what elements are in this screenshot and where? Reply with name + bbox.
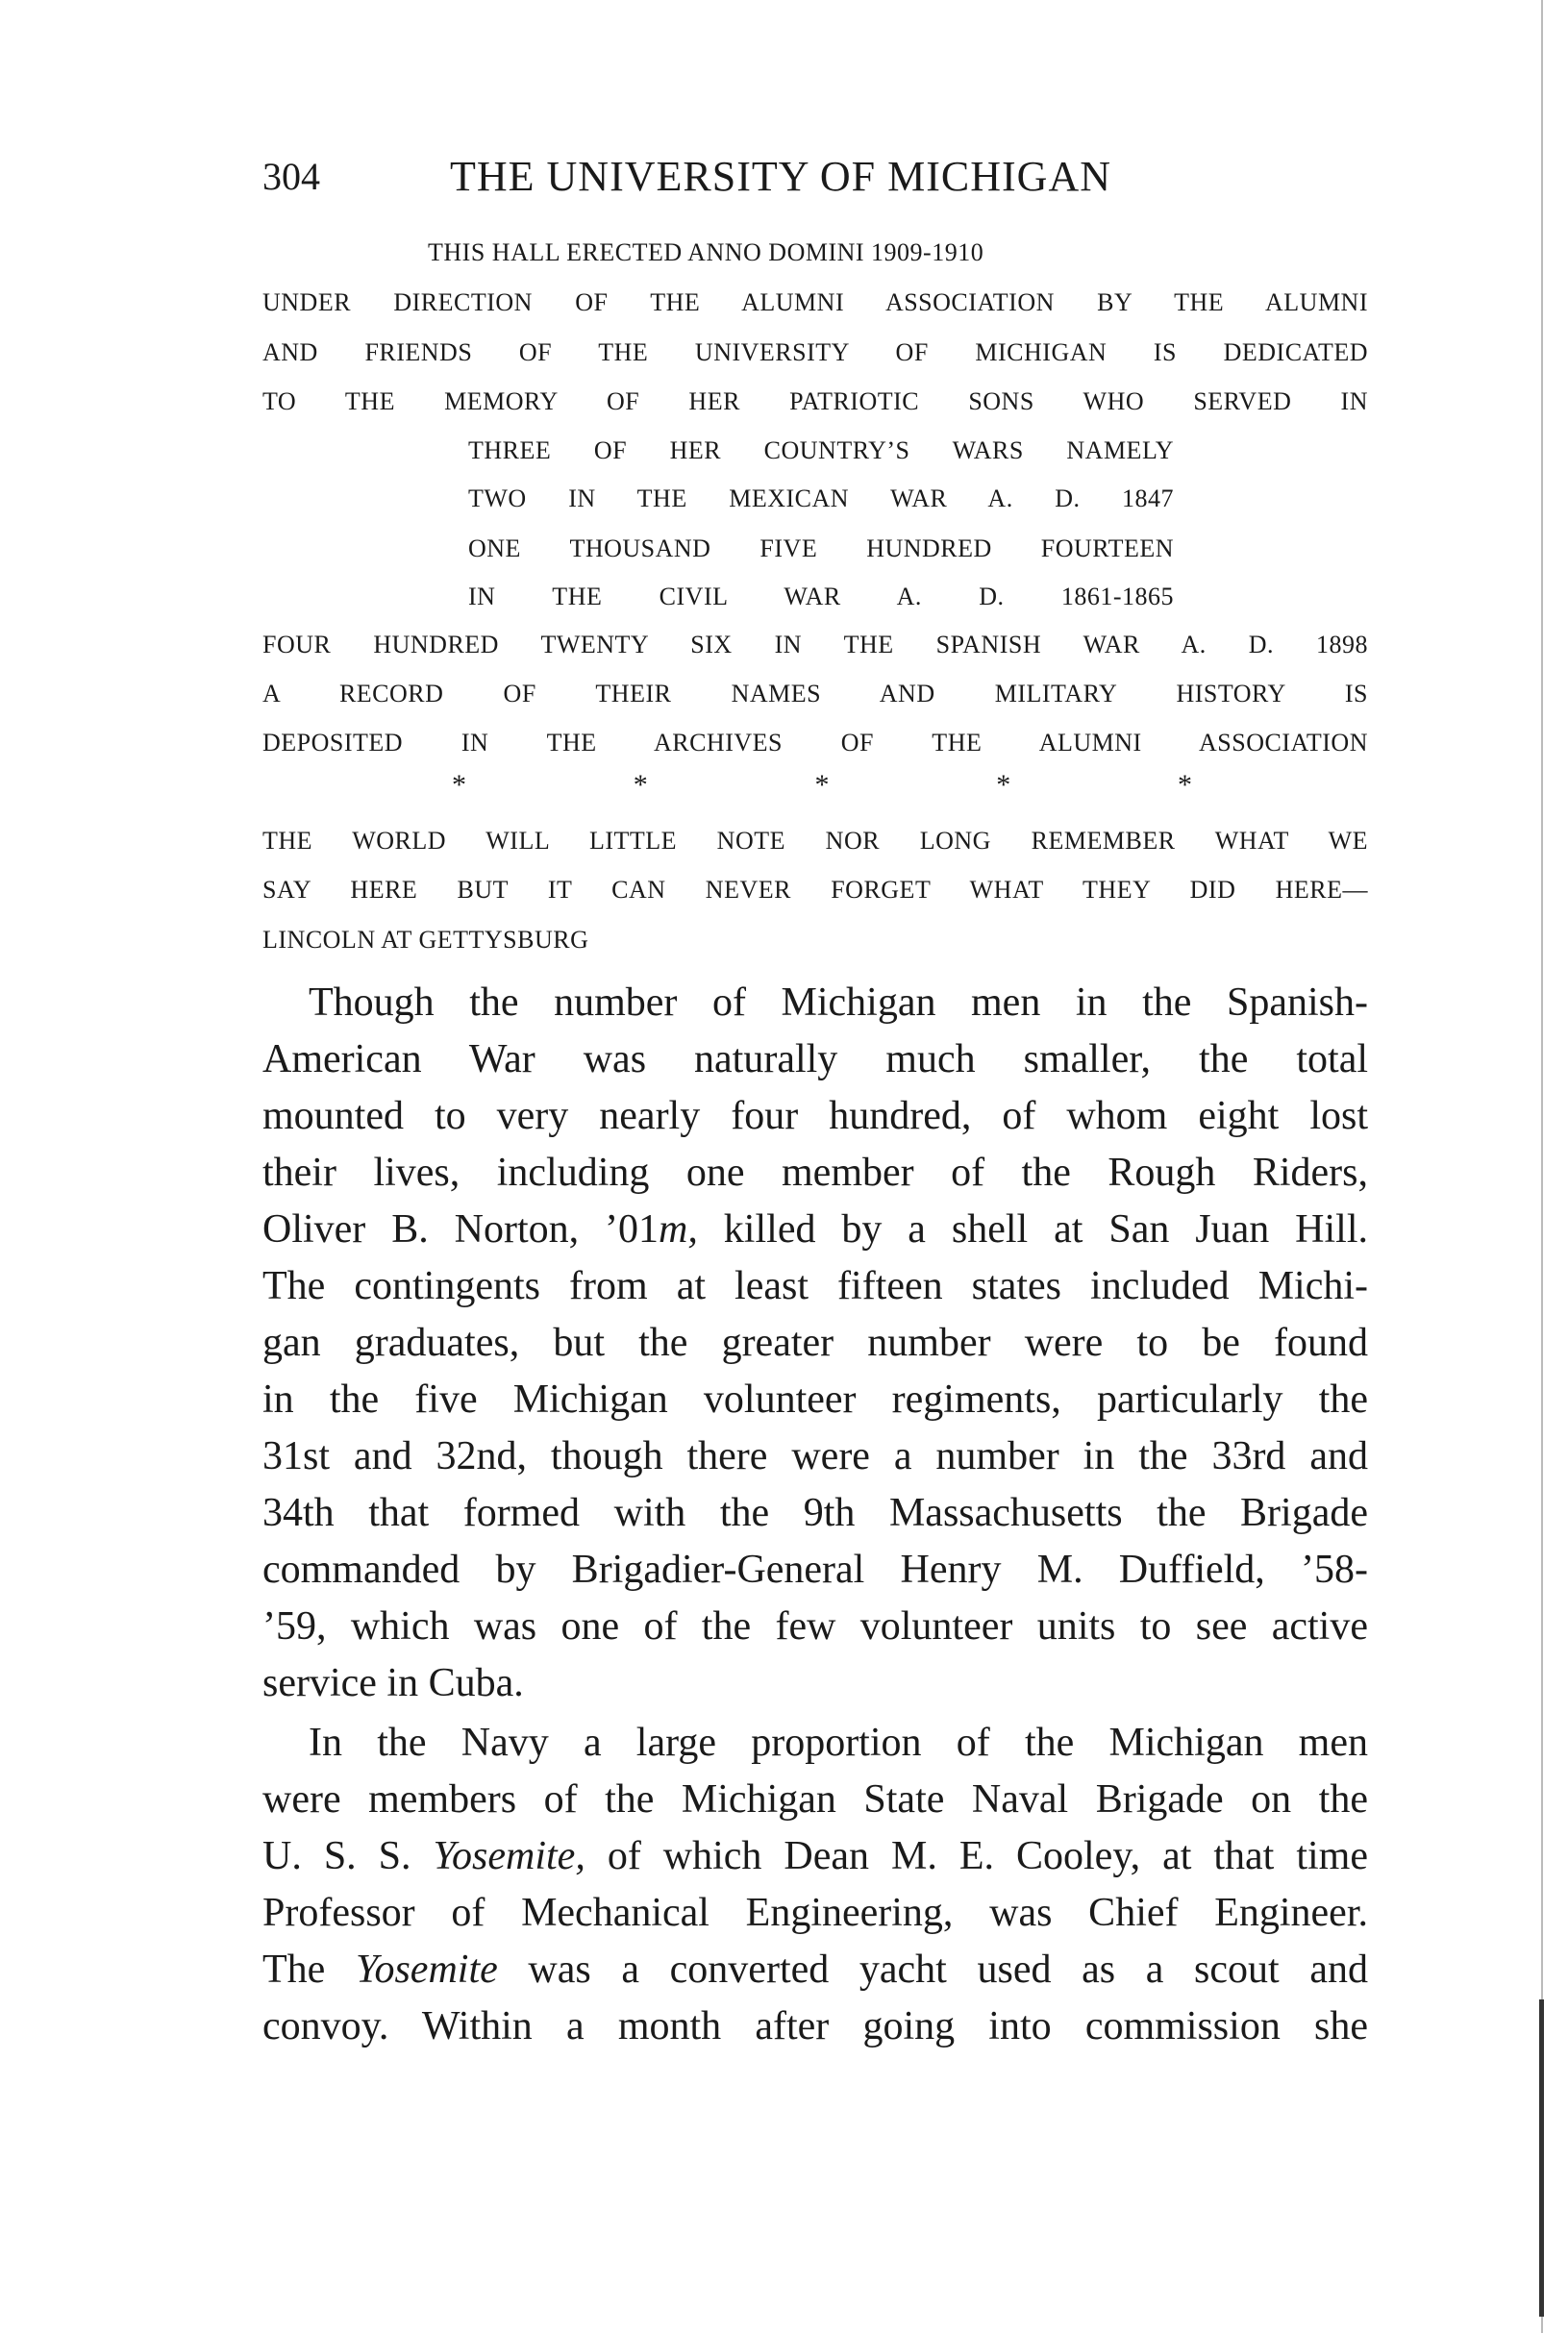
text: of which Dean M. E. Cooley, at that time <box>585 1834 1368 1878</box>
body-line <box>262 1205 1368 1253</box>
italic-text: Yosemite <box>355 1948 498 1992</box>
text: was a converted yacht used as a scout and <box>497 1948 1369 1992</box>
asterism <box>452 769 1192 802</box>
inscription-line: IN THE CIVIL WAR A. D. 1861-1865 <box>468 583 1174 610</box>
page-number: 304 <box>262 155 320 198</box>
inscription-line: FOUR HUNDRED TWENTY SIX IN THE SPANISH WAR A. D. 1898 <box>262 631 1368 658</box>
inscription-line: THREE OF HER COUNTRY’S WARS NAMELY <box>468 436 1174 464</box>
body-line: were members of the Michigan State Naval Brigade on the <box>262 1777 1368 1822</box>
inscription-line: UNDER DIRECTION OF THE ALUMNI ASSOCIATION BY THE ALUMNI <box>262 288 1368 316</box>
body-line <box>262 1946 1368 1994</box>
running-head: THE UNIVERSITY OF MICHIGAN <box>450 153 1111 200</box>
body-line: The contingents from at least fifteen states included Michi- <box>262 1264 1368 1308</box>
italic-text: Yosemite, <box>433 1834 585 1878</box>
body-line: commanded by Brigadier-General Henry M. Duffield, ’58- <box>262 1548 1368 1592</box>
italic-text: m, <box>659 1207 698 1252</box>
quote-line: THE WORLD WILL LITTLE NOTE NOR LONG REMEMBER WHAT WE <box>262 827 1368 855</box>
body-line: 31st and 32nd, though there were a number in the 33rd and <box>262 1434 1368 1478</box>
inscription-line: A RECORD OF THEIR NAMES AND MILITARY HISTORY IS <box>262 680 1368 707</box>
text: The <box>262 1948 356 1992</box>
body-line: ’59, which was one of the few volunteer units to see active <box>262 1604 1368 1649</box>
text: U. S. S. <box>262 1834 434 1878</box>
body-line: in the five Michigan volunteer regiments, particularly the <box>262 1377 1368 1422</box>
inscription-line: ONE THOUSAND FIVE HUNDRED FOURTEEN <box>468 534 1174 562</box>
star: * <box>1178 769 1192 801</box>
body-line: 34th that formed with the 9th Massachusetts the Brigade <box>262 1491 1368 1535</box>
quote-attribution: LINCOLN AT GETTYSBURG <box>262 926 589 954</box>
body-line: Though the number of Michigan men in the Spanish- <box>309 980 1368 1025</box>
inscription-line: DEPOSITED IN THE ARCHIVES OF THE ALUMNI ASSOCIATION <box>262 729 1368 757</box>
body-line: convoy. Within a month after going into commission she <box>262 2004 1368 2048</box>
inscription-line: THIS HALL ERECTED ANNO DOMINI 1909-1910 <box>428 238 984 266</box>
scan-edge-line <box>1541 0 1543 2333</box>
body-line: service in Cuba. <box>262 1661 524 1705</box>
body-line: their lives, including one member of the Rough Riders, <box>262 1151 1368 1195</box>
text: killed by a shell at San Juan Hill. <box>697 1207 1368 1252</box>
star: * <box>633 769 648 801</box>
body-line: In the Navy a large proportion of the Michigan men <box>309 1721 1368 1765</box>
body-line: gan graduates, but the greater number were to be found <box>262 1321 1368 1365</box>
star: * <box>452 769 466 801</box>
inscription-line: TO THE MEMORY OF HER PATRIOTIC SONS WHO SERVED IN <box>262 387 1368 415</box>
text: Oliver B. Norton, ’01 <box>262 1207 660 1252</box>
star: * <box>996 769 1011 801</box>
body-line: American War was naturally much smaller, the total <box>262 1037 1368 1081</box>
inscription-line: TWO IN THE MEXICAN WAR A. D. 1847 <box>468 484 1174 512</box>
star: * <box>814 769 830 801</box>
body-line <box>262 1832 1368 1880</box>
quote-line: SAY HERE BUT IT CAN NEVER FORGET WHAT THEY DID HERE— <box>262 876 1368 904</box>
body-line: Professor of Mechanical Engineering, was Chief Engineer. <box>262 1891 1368 1935</box>
inscription-line: AND FRIENDS OF THE UNIVERSITY OF MICHIGAN IS DEDICATED <box>262 338 1368 366</box>
body-line: mounted to very nearly four hundred, of whom eight lost <box>262 1094 1368 1138</box>
scan-edge-shadow <box>1539 1999 1544 2317</box>
